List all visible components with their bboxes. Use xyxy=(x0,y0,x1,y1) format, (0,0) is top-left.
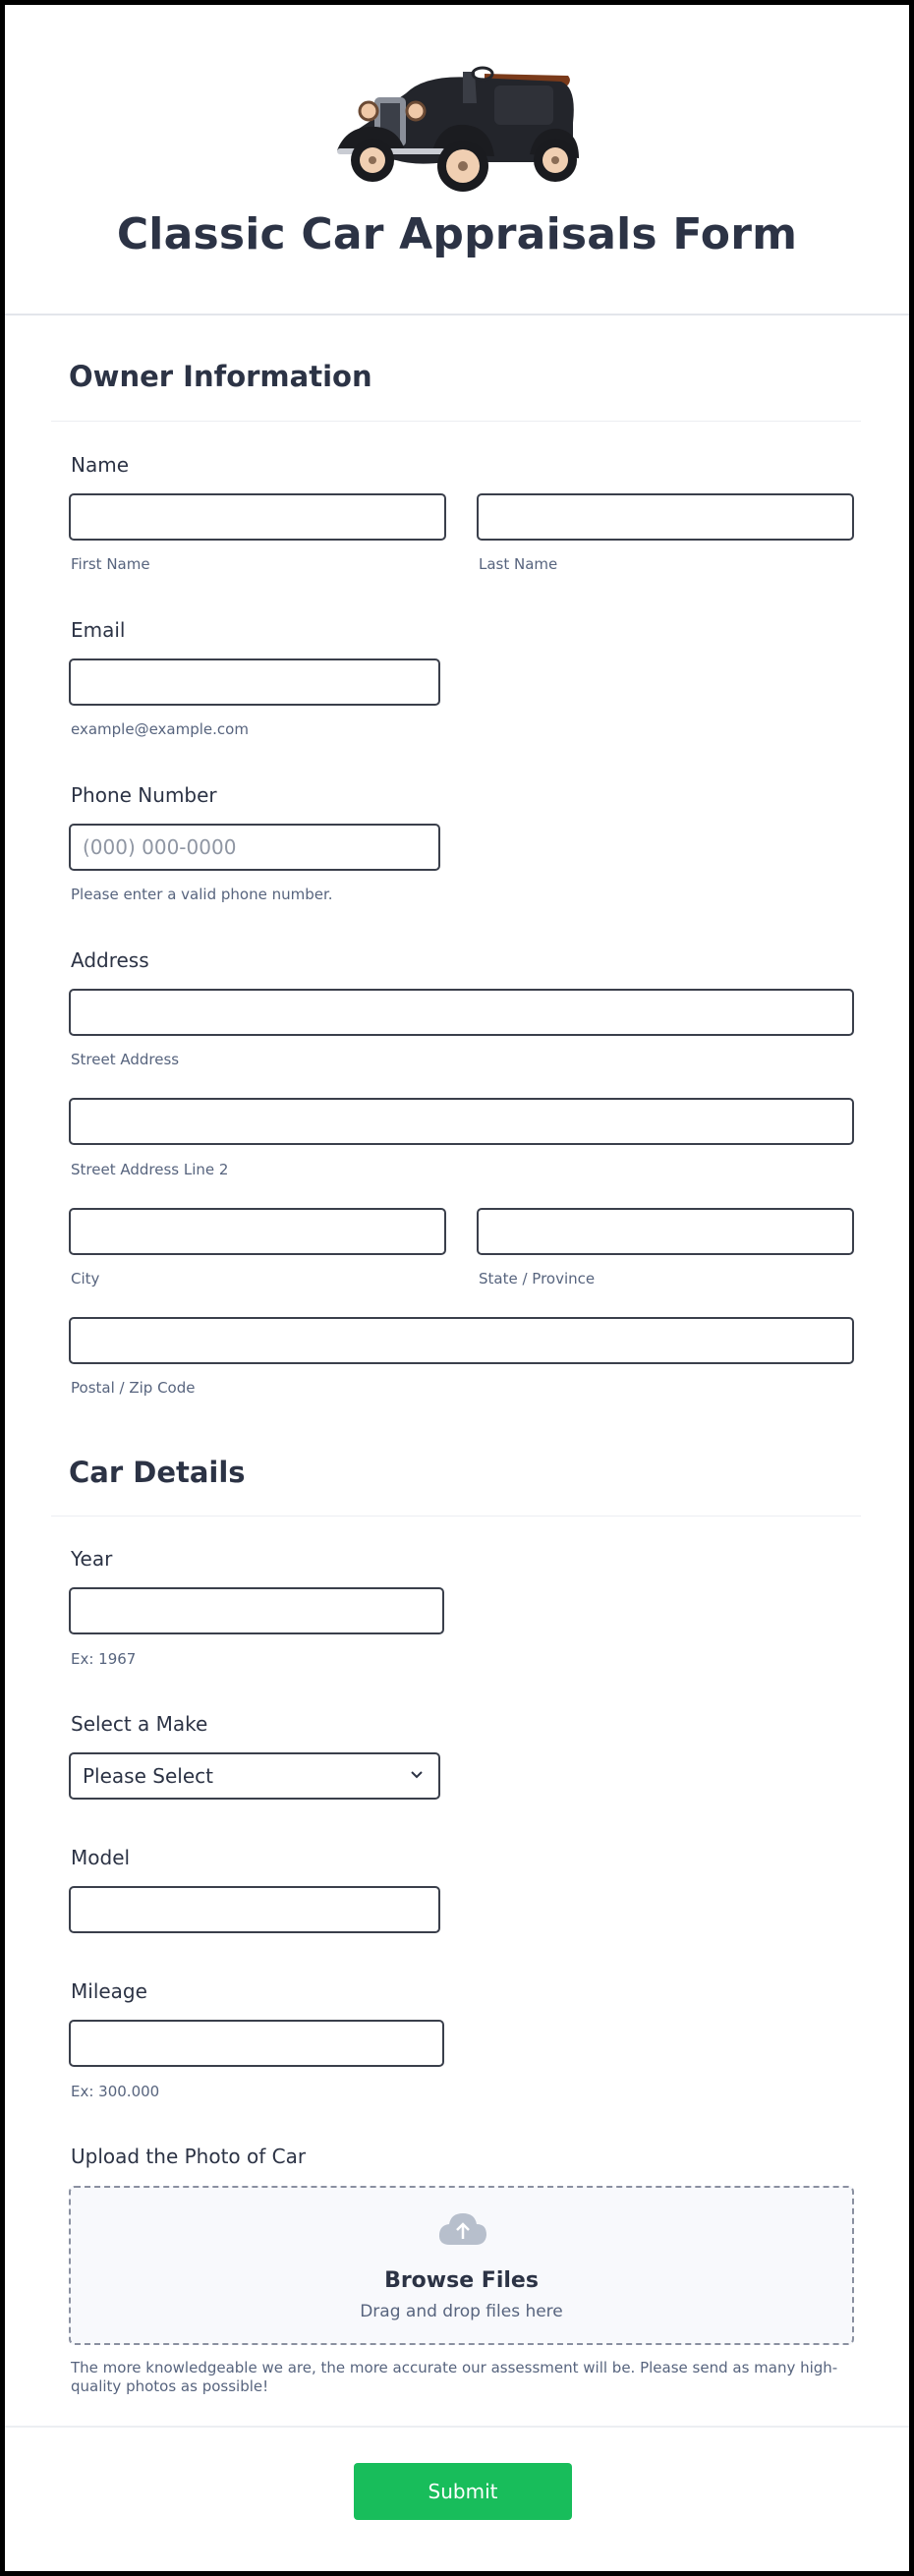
first-name-input[interactable] xyxy=(71,495,444,539)
mileage-field[interactable] xyxy=(69,2020,444,2067)
mileage-input[interactable] xyxy=(71,2022,442,2065)
last-name-field[interactable] xyxy=(477,493,854,541)
footer-divider xyxy=(5,2426,909,2428)
form-header xyxy=(5,5,909,315)
email-field[interactable] xyxy=(69,658,440,706)
year-sublabel: Ex: 1967 xyxy=(71,1650,137,1668)
phone-input[interactable] xyxy=(71,826,438,869)
form-title: Classic Car Appraisals Form xyxy=(116,209,798,259)
file-upload-dropzone[interactable] xyxy=(69,2186,854,2345)
city-field[interactable] xyxy=(69,1208,446,1255)
street-address-input[interactable] xyxy=(71,991,852,1034)
year-field[interactable] xyxy=(69,1587,444,1634)
street-address-2-sublabel: Street Address Line 2 xyxy=(71,1161,229,1178)
street-address-2-field[interactable] xyxy=(69,1098,854,1145)
email-input[interactable] xyxy=(71,660,438,704)
mileage-sublabel: Ex: 300.000 xyxy=(71,2083,160,2100)
last-name-input[interactable] xyxy=(479,495,852,539)
upload-note: The more knowledgeable we are, the more accurate our assessment will be. Please send as many high-quality photos as possible! xyxy=(71,2359,838,2395)
make-label: Select a Make xyxy=(71,1712,208,1736)
address-label: Address xyxy=(71,948,149,972)
phone-field[interactable] xyxy=(69,824,440,871)
drag-drop-hint: Drag and drop files here xyxy=(360,2302,563,2321)
street-address-field[interactable] xyxy=(69,989,854,1036)
section-title-owner: Owner Information xyxy=(69,360,372,393)
state-sublabel: State / Province xyxy=(479,1270,596,1288)
city-sublabel: City xyxy=(71,1270,100,1288)
first-name-field[interactable] xyxy=(69,493,446,541)
model-field[interactable] xyxy=(69,1886,440,1933)
postal-code-field[interactable] xyxy=(69,1317,854,1364)
section-divider xyxy=(51,421,861,422)
street-address-2-input[interactable] xyxy=(71,1100,852,1143)
section-divider xyxy=(51,1516,861,1517)
state-input[interactable] xyxy=(479,1210,852,1253)
model-label: Model xyxy=(71,1846,131,1869)
vintage-car-logo xyxy=(337,64,585,194)
section-title-car: Car Details xyxy=(69,1456,246,1489)
cloud-upload-icon xyxy=(438,2211,487,2247)
submit-button[interactable]: Submit xyxy=(354,2463,572,2520)
email-sublabel: example@example.com xyxy=(71,720,249,738)
mileage-label: Mileage xyxy=(71,1979,147,2003)
make-select-value: Please Select xyxy=(83,1764,213,1788)
street-address-sublabel: Street Address xyxy=(71,1051,180,1068)
chevron-down-icon xyxy=(407,1764,427,1784)
email-label: Email xyxy=(71,618,126,642)
model-input[interactable] xyxy=(71,1888,438,1931)
phone-label: Phone Number xyxy=(71,783,217,807)
first-name-sublabel: First Name xyxy=(71,555,150,573)
phone-sublabel: Please enter a valid phone number. xyxy=(71,886,333,903)
last-name-sublabel: Last Name xyxy=(479,555,558,573)
state-field[interactable] xyxy=(477,1208,854,1255)
city-input[interactable] xyxy=(71,1210,444,1253)
name-label: Name xyxy=(71,453,130,477)
postal-code-sublabel: Postal / Zip Code xyxy=(71,1379,196,1397)
year-input[interactable] xyxy=(71,1589,442,1632)
browse-files-button[interactable]: Browse Files xyxy=(384,2268,539,2293)
year-label: Year xyxy=(71,1547,113,1571)
make-select[interactable] xyxy=(69,1752,440,1800)
upload-label: Upload the Photo of Car xyxy=(71,2145,307,2168)
postal-code-input[interactable] xyxy=(71,1319,852,1362)
